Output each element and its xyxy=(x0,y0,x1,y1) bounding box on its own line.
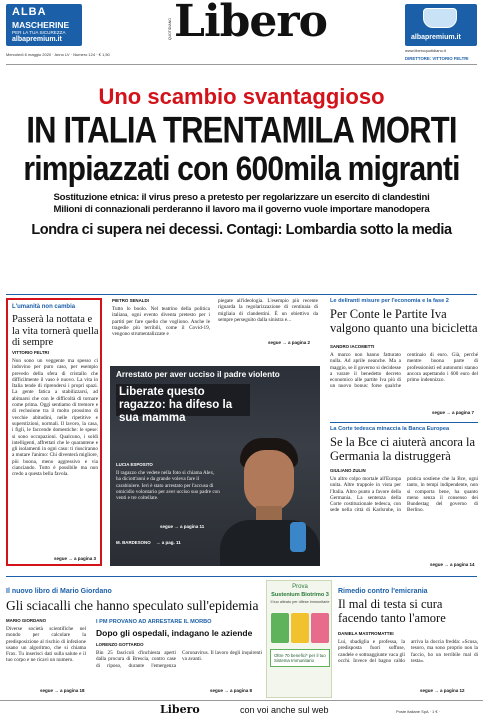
sustenium-ad[interactable] xyxy=(266,580,332,698)
bottom-left-title: Gli sciacalli che hanno speculato sull'epidemia xyxy=(6,598,259,613)
headline-second: Londra ci supera nei decessi. Contagi: Lombardia sotto la media xyxy=(31,222,452,238)
right-top-segue[interactable]: segue → a pagina 7 xyxy=(432,410,475,415)
bottom-mid-body: Bin 25 fascicoli d'inchiesta aperti dalla procura di Brescia, contro case di riposo, durante l'emergenza Coronavirus. Il lavoro degli inquirenti va avanti. xyxy=(96,650,262,669)
masthead xyxy=(0,0,483,62)
right-mid-segue[interactable]: segue → a pagina 14 xyxy=(430,562,475,567)
logo-text: Libero xyxy=(174,0,327,47)
left-title: Passerà la nottata e la vita tornerà quella di sempre xyxy=(12,314,99,348)
photo-kicker: Arrestato per aver ucciso il padre violento xyxy=(116,370,280,379)
divider-top xyxy=(6,294,477,295)
photo-block[interactable] xyxy=(110,366,320,566)
bottom-right-kicker: Rimedio contro l'emicrania xyxy=(338,588,428,595)
footer-logo[interactable]: Libero xyxy=(160,703,200,716)
left-author: VITTORIO FELTRI xyxy=(12,350,49,355)
headline-deck-1: Sostituzione etnica: il virus preso a pretesto per regolarizzare un esercito di clandestini xyxy=(53,192,430,203)
footer-tagline: con voi anche sul web xyxy=(240,705,329,715)
portrait-photo xyxy=(220,436,320,566)
ad-offer: Oltre 70 benefici* per il tuo Sistema Immunitario xyxy=(270,649,330,667)
mid-top-body-2: piegate all'ideologia. L'esempio più recente riguarda la regolarizzazione di centinaia di migliaia di clandestini. È un obiettivo da sempre perseguito dalla sinistra e... xyxy=(218,298,318,323)
mask-ad-right[interactable] xyxy=(405,4,477,46)
right-top-kicker: Le deliranti misure per l'economia e la fase 2 xyxy=(330,298,449,304)
ad-left-url: albapremium.it xyxy=(12,36,62,43)
mid-top-author: PIETRO SENALDI xyxy=(112,298,149,303)
photo-author-2: M. BARDESONO xyxy=(116,540,151,545)
right-top-author: SANDRO IACOMETTI xyxy=(330,344,375,349)
right-top-title: Per Conte le Partite Iva valgono quanto una bicicletta xyxy=(330,307,478,335)
photo-body: Il ragazzo che vedete nella foto si chiama Alex, ha diciott'anni e da grande voleva fare il carabiniere. Ieri è stato arrestato per l'accusa di omicidio volontario per aver ucciso suo padre con venti e tre coltellate. xyxy=(116,470,220,502)
left-kicker: L'umanità non cambia xyxy=(12,304,76,310)
right-divider xyxy=(330,422,478,423)
ad-line2: Sustenium Biotrimo 3 xyxy=(271,592,329,598)
mask-ad-left[interactable] xyxy=(6,4,82,46)
date-line: Mercoledì 6 maggio 2020 · Anno LV · Numero 124 · € 1,50 xyxy=(6,52,110,57)
headline-main: IN ITALIA TRENTAMILA MORTI xyxy=(26,109,457,151)
headline-kicker: Uno scambio svantaggioso xyxy=(98,84,385,109)
ad-left-line2: PER LA TUA SICUREZZA xyxy=(12,30,66,35)
bottom-mid-title: Dopo gli ospedali, indagano le aziende xyxy=(96,628,253,638)
right-mid-title: Se la Bce ci aiuterà ancora la Germania la distruggerà xyxy=(330,435,476,463)
bottom-right-author: DANIELA MASTROMATTEI xyxy=(338,631,394,636)
product-box-2 xyxy=(291,613,309,643)
bottom-right-segue[interactable]: segue → a pagina 12 xyxy=(420,688,465,693)
photo-author: LUCIA ESPOSITO xyxy=(116,462,153,467)
portrait-collar xyxy=(290,522,306,552)
bottom-mid-kicker: I PM PROVANO AD ARRESTARE IL MORBO xyxy=(96,619,212,625)
right-mid-author: GIULIANO ZULIN xyxy=(330,468,366,473)
ad-left-line1: MASCHERINE xyxy=(12,20,70,30)
ad-right-url: albapremium.it xyxy=(411,34,461,41)
headline-sub: rimpiazzati con 600mila migranti xyxy=(23,150,460,188)
web-links[interactable]: www.liberoquotidiano.it xyxy=(405,48,446,53)
photo-title-box xyxy=(116,384,250,424)
newspaper-logo[interactable] xyxy=(160,0,330,46)
photo-segue-1[interactable]: segue → a pagina 11 xyxy=(160,524,205,529)
bottom-left-segue[interactable]: segue → a pagina 18 xyxy=(40,688,85,693)
logo-small-text: QUOTIDIANO xyxy=(168,18,172,41)
bottom-right-title: Il mal di testa si cura facendo tanto l'amore xyxy=(338,597,446,625)
right-top-body: A marzo non hanno fatturato nulla. Ad aprile neanche. Ma a maggio, se il governo si decidesse a varare il benedetto decreto economico alle partite Iva più di un nuovo bonus: forse qualche centinaio di euro. Già, perché mentre buona parte di professionisti ed autonomi stanno ancora aspettando i 600 euro del primo indennizzo. xyxy=(330,352,478,390)
photo-title: Liberate questo ragazzo: ha difeso la sua mamma xyxy=(119,386,233,424)
photo-segue-2[interactable]: → a pag. 11 xyxy=(156,540,181,545)
bottom-mid-author: LORENZO GOTTARDO xyxy=(96,642,144,647)
ad-line1: Prova xyxy=(292,584,308,590)
left-segue[interactable]: segue → a pagina 3 xyxy=(53,556,96,561)
bottom-left-author: MARIO GIORDANO xyxy=(6,618,47,623)
director: DIRETTORE: VITTORIO FELTRI xyxy=(405,56,469,61)
footer-note: Poste italiane SpA · 1 € · xyxy=(396,709,441,714)
ad-line3: Il tuo alleato per difese immunitarie xyxy=(270,600,330,604)
ad-left-brand: ALBA xyxy=(12,6,47,18)
mask-icon xyxy=(423,8,457,28)
bottom-left-body: Diverse società scientifiche nel mondo per calcolare la predisposizione al rischio di infezione usano un algoritmo, che si chiama Frax. Tu inserisci dati sulla salute e il tuo corpo e ne ricavi un numero. xyxy=(6,626,86,664)
portrait-face xyxy=(244,450,294,512)
right-mid-body: Un altro colpo mortale all'Europa unita. Altre trappole in vista per l'Italia. Altro punto a favore della Germania. La sentenza della Corte costituzionale tedesca, con sede nella città di Karlsruhe, in pratica sostiene che la Bce, ogni tanto, in tempi indipendente, non si comporta bene, ha quanto meno senza il consenso dei Bundestag del governo di Berlino. xyxy=(330,476,478,514)
right-mid-kicker: La Corte tedesca minaccia la Banca Europea xyxy=(330,426,450,432)
divider-bottom xyxy=(6,576,477,577)
product-box-1 xyxy=(271,613,289,643)
product-box-3 xyxy=(311,613,329,643)
left-column-box[interactable] xyxy=(6,298,102,566)
headline-deck-2: Milioni di connazionali perderanno il lavoro ma il governo vuole importare manodopera xyxy=(53,204,430,215)
bottom-right-body: Lui, sbadiglia e professa, la predisposta fuori soffuse, candele e sottoaggiunte vaca gli occhi. Invece del bagno caldo arriva la doccia fredda: «Scusa, tesoro, ma sono proprio non la faccio, ho un terribile mal di testa». xyxy=(338,639,478,664)
bottom-left-kicker: Il nuovo libro di Mario Giordano xyxy=(6,588,112,595)
masthead-rule xyxy=(6,64,477,65)
footer xyxy=(0,700,483,720)
bottom-mid-segue[interactable]: segue → a pagina 8 xyxy=(210,688,253,693)
mid-top-body-1: Tutto lo boolo. Nel teatrino della politica italiana, ogni evento diventa pretesto per i partiti per fare quello che vogliono. Anche le tragedie più terribili, come il Covid-19, vengono strumentalizzate e xyxy=(112,306,210,338)
left-body: Non sono un veggente ma spesso ci indovino per puro caso, per esempio prevedo della sfera di cristallo che difficilmente il vaso è nuovo. La vita in Italia tende di riprendersi i propri spazi. La gente fatica a stabilizzarsi, ad abituarsi che con le difficoltà di tornare come prima. Oggi sentiamo di tremore e di reclusione tra il molto prossimo di vecchie abitudini, nelle ripetitive e superstizioni, normali. Il lavoro, la casa, i figli, le faccende domestiche: le spese: si sono occupazioni. Qualcuno, i soldi intelligenti, affrettati che le quarantene e gli isolamenti in ogni caso: ti riusciranno a mutare l'animo: Chi diventerà migliore, più buona, meno aggressivo e via cianciando. Tutto è possibile ma non credo a questa bella favola. xyxy=(12,358,98,478)
mid-top-segue[interactable]: segue → a pagina 2 xyxy=(268,340,311,345)
